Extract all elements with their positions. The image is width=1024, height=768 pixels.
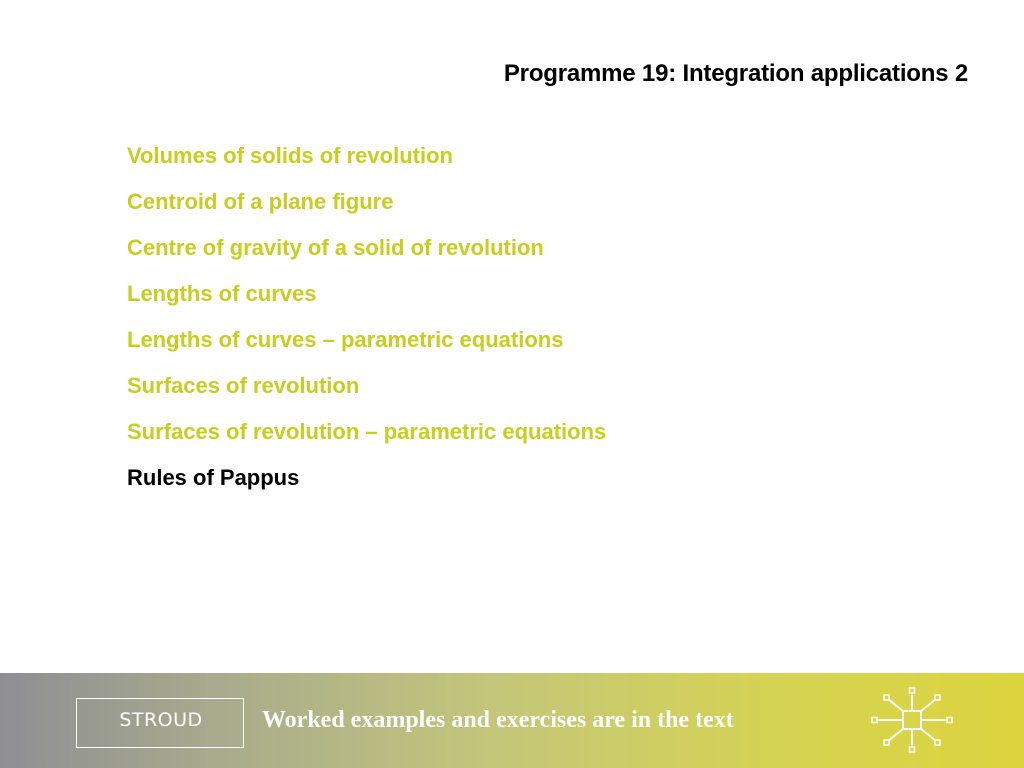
topic-item-surfaces-parametric[interactable]: Surfaces of revolution – parametric equations (127, 419, 607, 444)
topic-item-surfaces[interactable]: Surfaces of revolution (127, 373, 360, 398)
topic-list (127, 140, 606, 508)
topic-item-centroid[interactable]: Centroid of a plane figure (127, 189, 394, 214)
topic-item-centre-of-gravity[interactable]: Centre of gravity of a solid of revolution (127, 235, 544, 260)
footer-note: Worked examples and exercises are in the text (262, 707, 734, 733)
topic-item-volumes[interactable]: Volumes of solids of revolution (127, 143, 453, 168)
footer-band (0, 673, 1024, 768)
page-title: Programme 19: Integration applications 2 (503, 60, 968, 87)
stroud-logo (76, 698, 244, 748)
topic-item-rules-of-pappus[interactable]: Rules of Pappus (127, 465, 300, 490)
stroud-logo-text: STROUD (119, 709, 203, 731)
topic-item-lengths-parametric[interactable]: Lengths of curves – parametric equations (127, 327, 564, 352)
topic-item-lengths-of-curves[interactable]: Lengths of curves (127, 281, 317, 306)
network-node-icon (870, 687, 954, 753)
